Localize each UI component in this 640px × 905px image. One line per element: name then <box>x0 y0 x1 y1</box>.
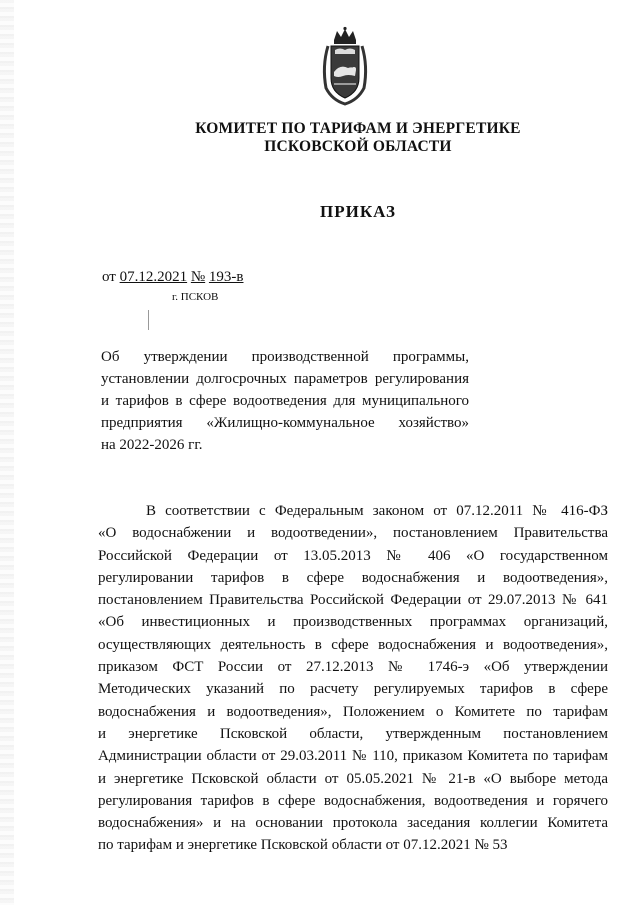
date-number-line <box>102 269 244 286</box>
body-line: Российской Федерации от 13.05.2013 № 406 «О государственном <box>98 547 608 564</box>
body-line: «Об инвестиционных и производственных программах организаций, <box>98 614 608 631</box>
scan-edge <box>0 0 14 905</box>
body-line: Администрации области от 29.03.2011 № 110, приказом Комитета по тарифам <box>98 748 608 765</box>
city-label: г. ПСКОВ <box>172 291 219 303</box>
organization-name-line1: КОМИТЕТ ПО ТАРИФАМ И ЭНЕРГЕТИКЕ <box>195 120 521 137</box>
body-line: регулирования тарифов в сфере водоснабжения, водоотведения и горячего <box>98 792 608 809</box>
body-line: «О водоснабжении и водоотведении», постановлением Правительства <box>98 525 608 542</box>
number-prefix: № <box>190 269 206 285</box>
body-line: и энергетике Псковской области от 05.05.2021 № 21-в «О выборе метода <box>98 770 608 787</box>
subject-line: предприятия «Жилищно-коммунальное хозяйство» <box>101 415 469 431</box>
body-line: регулировании тарифов в сфере водоснабжения и водоотведения», <box>98 569 608 586</box>
order-subject <box>101 346 469 456</box>
order-body-paragraph <box>98 500 608 857</box>
organization-name-line2: ПСКОВСКОЙ ОБЛАСТИ <box>264 138 452 155</box>
coat-of-arms-icon <box>318 26 372 106</box>
body-line: В соответствии с Федеральным законом от 07.12.2011 № 416-ФЗ <box>146 503 608 519</box>
subject-line: на 2022-2026 гг. <box>101 437 203 453</box>
document-title: ПРИКАЗ <box>320 202 396 221</box>
body-line: приказом ФСТ России от 27.12.2013 № 1746-э «Об утверждении <box>98 659 608 676</box>
subject-line: установлении долгосрочных параметров регулирования <box>101 371 469 387</box>
body-line: по тарифам и энергетике Псковской области от 07.12.2021 № 53 <box>98 837 508 854</box>
body-line: осуществляющих деятельность в сфере водоснабжения и водоотведения», <box>98 636 608 653</box>
document-number: 193-в <box>208 269 244 285</box>
subject-line: Об утверждении производственной программы, <box>101 349 469 365</box>
body-line: водоснабжения» и на основании протокола заседания коллегии Комитета <box>98 815 608 832</box>
subject-line: и тарифов в сфере водоотведения для муниципального <box>101 393 469 409</box>
margin-mark <box>148 310 149 330</box>
body-line: водоснабжения и водоотведения», Положением о Комитете по тарифам <box>98 703 608 720</box>
document-date: 07.12.2021 <box>119 269 188 285</box>
date-prefix: от <box>102 269 116 285</box>
body-line: и энергетике Псковской области, утвержденным постановлением <box>98 725 608 742</box>
body-line: постановлением Правительства Российской Федерации от 29.07.2013 № 641 <box>98 592 608 609</box>
body-line: Методических указаний по расчету регулируемых тарифов в сфере <box>98 681 608 698</box>
